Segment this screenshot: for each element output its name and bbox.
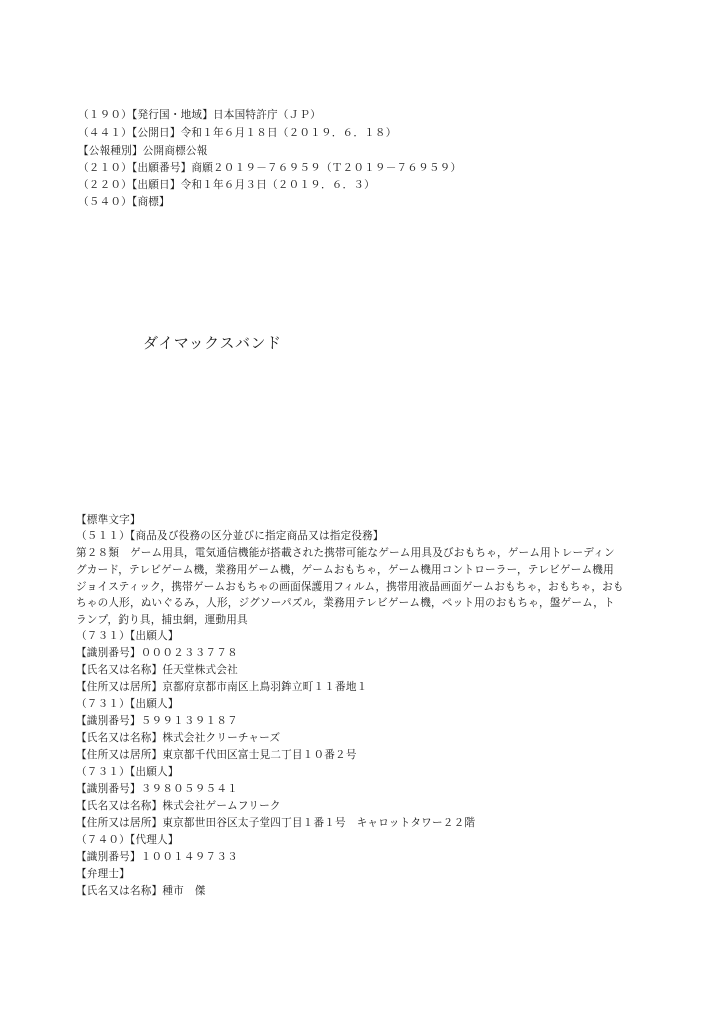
publication-date-line: （４４１）【公開日】令和１年６月１８日（２０１９．６．１８） (78, 127, 397, 139)
classification-heading: （５１１）【商品及び役務の区分並びに指定商品又は指定役務】 (76, 530, 384, 542)
country-line: （１９０）【発行国・地域】日本国特許庁（ＪＰ） (78, 109, 321, 121)
trademark-text: ダイマックスバンド (143, 334, 282, 352)
filing-date-line: （２２０）【出願日】令和１年６月３日（２０１９．６．３） (78, 179, 375, 191)
agent-label: （７４０）【代理人】 (76, 834, 179, 846)
applicant-1-name: 【氏名又は名称】任天堂株式会社 (76, 664, 238, 676)
applicant-1-address: 【住所又は居所】京都府京都市南区上鳥羽鉾立町１１番地１ (76, 681, 368, 693)
agent-id: 【識別番号】１００１４９７３３ (76, 851, 238, 863)
gazette-type-line: 【公報種別】公開商標公報 (78, 145, 208, 157)
applicant-2-id: 【識別番号】５９９１３９１８７ (76, 715, 238, 727)
applicant-3-name: 【氏名又は名称】株式会社ゲームフリーク (76, 800, 281, 812)
applicant-1-label: （７３１）【出願人】 (76, 630, 179, 642)
standard-characters-line: 【標準文字】 (76, 514, 141, 526)
applicant-1-id: 【識別番号】０００２３３７７８ (76, 647, 238, 659)
application-number-line: （２１０）【出願番号】商願２０１９－７６９５９（Ｔ２０１９－７６９５９） (78, 162, 462, 174)
agent-title: 【弁理士】 (76, 868, 130, 880)
trademark-label-line: （５４０）【商標】 (78, 196, 170, 208)
applicant-2-label: （７３１）【出願人】 (76, 698, 179, 710)
applicant-3-address: 【住所又は居所】東京都世田谷区太子堂四丁目１番１号 キャロットタワー２２階 (76, 817, 476, 829)
applicant-2-name: 【氏名又は名称】株式会社クリーチャーズ (76, 732, 281, 744)
applicant-3-id: 【識別番号】３９８０５９５４１ (76, 783, 238, 795)
designated-goods-text: 第２８類 ゲーム用具，電気通信機能が搭載された携帯可能なゲーム用具及びおもちゃ，ゲーム用トレーディングカード，テレビゲーム機，業務用ゲーム機，ゲームおもちゃ，ゲーム機用コントローラー，テレビゲーム機用ジョイスティック，携帯ゲームおもちゃの画面保護用フィルム，携帯用液晶画面ゲームおもちゃ，おもちゃ，おもちゃの人形，ぬいぐるみ，人形，ジグソーパズル，業務用テレビゲーム機，ペット用のおもちゃ，盤ゲーム，トランプ，釣り具，捕虫網，運動用具 (76, 547, 624, 627)
agent-name: 【氏名又は名称】種市 傑 (76, 885, 206, 897)
applicant-2-address: 【住所又は居所】東京都千代田区富士見二丁目１０番２号 (76, 749, 357, 761)
applicant-3-label: （７３１）【出願人】 (76, 766, 179, 778)
